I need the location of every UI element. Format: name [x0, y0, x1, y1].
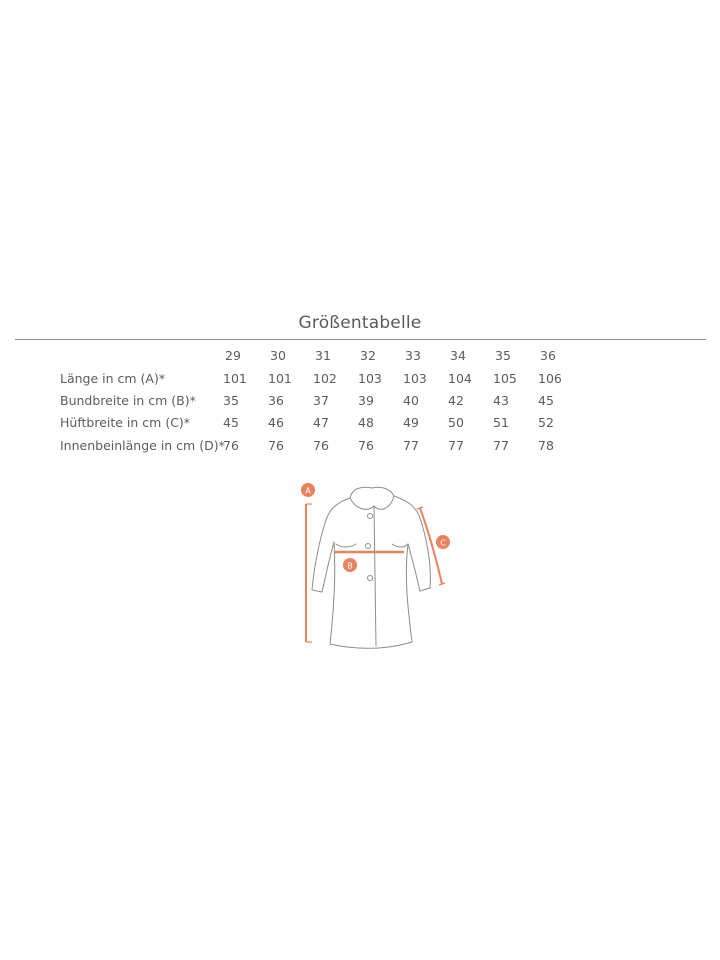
table-cell: 50 — [448, 415, 464, 430]
coat-measurement-diagram — [290, 478, 460, 658]
table-cell: 76 — [223, 438, 239, 453]
row-label-inseam: Innenbeinlänge in cm (D)* — [60, 438, 225, 453]
table-cell: 37 — [313, 393, 329, 408]
table-cell: 36 — [268, 393, 284, 408]
title-divider — [15, 339, 706, 340]
table-cell: 48 — [358, 415, 374, 430]
table-cell: 42 — [448, 393, 464, 408]
table-cell: 101 — [268, 371, 292, 386]
table-cell: 43 — [493, 393, 509, 408]
table-cell: 77 — [403, 438, 419, 453]
table-cell: 106 — [538, 371, 562, 386]
length-measure-line — [306, 504, 312, 642]
table-cell: 104 — [448, 371, 472, 386]
table-cell: 47 — [313, 415, 329, 430]
table-cell: 103 — [403, 371, 427, 386]
table-cell: 102 — [313, 371, 337, 386]
size-header: 29 — [225, 348, 241, 363]
table-cell: 77 — [448, 438, 464, 453]
table-cell: 46 — [268, 415, 284, 430]
table-cell: 101 — [223, 371, 247, 386]
table-cell: 105 — [493, 371, 517, 386]
size-header: 36 — [540, 348, 556, 363]
table-cell: 49 — [403, 415, 419, 430]
size-header: 30 — [270, 348, 286, 363]
table-cell: 35 — [223, 393, 239, 408]
size-header: 32 — [360, 348, 376, 363]
table-cell: 52 — [538, 415, 554, 430]
marker-a-label: A — [305, 486, 311, 496]
table-cell: 103 — [358, 371, 382, 386]
size-header: 35 — [495, 348, 511, 363]
coat-buttons — [366, 514, 373, 581]
table-cell: 45 — [223, 415, 239, 430]
marker-b-label: B — [347, 561, 353, 571]
row-label-waist: Bundbreite in cm (B)* — [60, 393, 196, 408]
row-label-hip: Hüftbreite in cm (C)* — [60, 415, 191, 430]
table-cell: 76 — [358, 438, 374, 453]
table-cell: 76 — [313, 438, 329, 453]
size-header: 33 — [405, 348, 421, 363]
marker-c-label: C — [440, 538, 446, 548]
table-cell: 40 — [403, 393, 419, 408]
coat-outline — [312, 487, 430, 648]
row-label-length: Länge in cm (A)* — [60, 371, 166, 386]
table-cell: 51 — [493, 415, 509, 430]
table-cell: 45 — [538, 393, 554, 408]
table-cell: 77 — [493, 438, 509, 453]
page-title: Größentabelle — [298, 313, 422, 333]
size-header: 31 — [315, 348, 331, 363]
table-cell: 78 — [538, 438, 554, 453]
table-cell: 39 — [358, 393, 374, 408]
size-header: 34 — [450, 348, 466, 363]
table-cell: 76 — [268, 438, 284, 453]
